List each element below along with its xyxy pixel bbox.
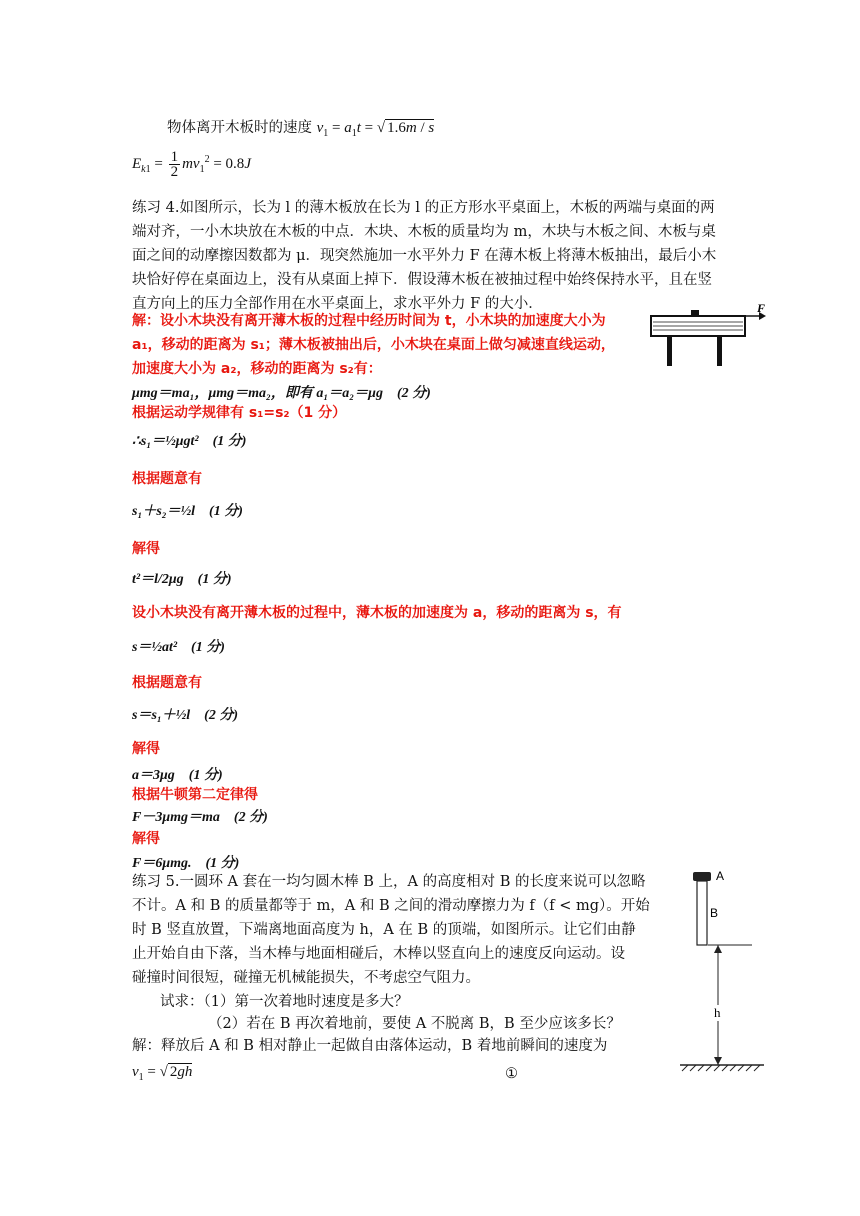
ex4-line-4: 块恰好停在桌面边上，没有从桌面上掉下．假设薄木板在被抽过程中始终保持水平，且在竖 — [132, 272, 712, 288]
velocity-formula: $v_1 = a_1t$ = √ 1.6m / s — [316, 120, 435, 139]
ex5-line-4: 止开始自由下落，当木棒与地面相碰后，木棒以竖直向上的速度反向运动。设 — [132, 946, 625, 962]
ex4-line-5: 直方向上的压力全部作用在水平桌面上，求水平外力 F 的大小． — [132, 296, 543, 312]
eq-5: s＝½at² (1 分) — [132, 640, 225, 655]
ex5-answer: 解：释放后 A 和 B 相对静止一起做自由落体运动，B 着地前瞬间的速度为 — [132, 1038, 608, 1054]
ex5-line-1: 练习 5.一圆环 A 套在一均匀圆木棒 B 上，A 的高度相对 B 的长度来说可以忽略 — [132, 874, 646, 890]
ex4-line-2: 端对齐，一小木块放在木板的中点．木块、木板的质量均为 m，木块与木板之间、木板与桌 — [132, 224, 716, 240]
label-h: h — [714, 1005, 721, 1020]
eq-3: s₁＋s₂＝½l (1 分) — [132, 504, 243, 519]
rod-b — [697, 881, 707, 945]
sol-line-8: 根据题意有 — [132, 675, 202, 691]
sol-line-7: 设小木块没有离开薄木板的过程中，薄木板的加速度为 a，移动的距离为 s，有 — [132, 605, 622, 621]
table-leg-left — [667, 336, 672, 366]
eq-6: s＝s₁＋½l (2 分) — [132, 708, 238, 723]
ex5-line-3: 时 B 竖直放置，下端离地面高度为 h，A 在 B 的顶端，如图所示。让它们由静 — [132, 922, 636, 938]
ex5-question-1: 试求：（1）第一次着地时速度是多大？ — [160, 994, 409, 1010]
sol-line-6: 解得 — [132, 541, 160, 557]
sol-line-5: 根据题意有 — [132, 471, 202, 487]
ring-rod-figure — [672, 865, 772, 1085]
sol-line-1: 解：设小木块没有离开薄木板的过程中经历时间为 t，小木块的加速度大小为 — [132, 313, 606, 329]
sol-line-4: 根据运动学规律有 s₁=s₂（1 分） — [132, 405, 347, 421]
height-arrow-up — [714, 945, 722, 953]
height-arrow-down — [714, 1057, 722, 1065]
ex4-line-1: 练习 4.如图所示，长为 l 的薄木板放在长为 l 的正方形水平桌面上，木板的两端与桌面的两 — [132, 200, 715, 216]
eq-4: t²＝l/2μg (1 分) — [132, 572, 232, 587]
ex5-line-2: 不计。A 和 B 的质量都等于 m，A 和 B 之间的滑动摩擦力为 f（f < mg）。开始 — [132, 898, 650, 914]
ex4-line-3: 面之间的动摩擦因数都为 μ．现突然施加一水平外力 F 在薄木板上将薄木板抽出，最后小木 — [132, 248, 717, 264]
sol-line-10: 根据牛顿第二定律得 — [132, 787, 258, 803]
board-table-figure — [645, 302, 775, 372]
eq-8: F－3μmg＝ma (2 分) — [132, 810, 268, 825]
ex5-equation: $v_1$ = √ 2gh — [132, 1064, 193, 1083]
label-b: B — [710, 906, 719, 920]
label-a: A — [716, 869, 725, 883]
velocity-prefix: 物体离开木板时的速度 — [167, 120, 312, 136]
equation-number: ① — [505, 1066, 518, 1082]
eq-9: F＝6μmg. (1 分) — [132, 856, 240, 871]
ex5-line-5: 碰撞时间很短，碰撞无机械能损失，不考虑空气阻力。 — [132, 970, 480, 986]
sol-line-11: 解得 — [132, 831, 160, 847]
energy-formula: $E_{k1}$ = $\frac{1}{2}$ $mv_1^2 = 0.8J$ — [132, 149, 251, 180]
sol-line-2: a₁，移动的距离为 s₁；薄木板被抽出后，小木块在桌面上做匀减速直线运动， — [132, 337, 615, 353]
table-leg-right — [717, 336, 722, 366]
eq-7: a＝3μg (1 分) — [132, 768, 223, 783]
force-label: F — [757, 302, 766, 315]
sol-line-3: 加速度大小为 a₂，移动的距离为 s₂有： — [132, 361, 382, 377]
eq-1: μmg＝ma₁，μmg＝ma₂，即有 a₁＝a₂＝μg (2 分) — [132, 386, 431, 401]
ground-hatch — [682, 1065, 760, 1071]
ring-a — [693, 872, 711, 881]
eq-2: ∴s₁＝½μgt² (1 分) — [132, 434, 247, 449]
velocity-line — [167, 116, 434, 146]
sol-line-9: 解得 — [132, 741, 160, 757]
ex5-question-2: （2）若在 B 再次着地前，要使 A 不脱离 B，B 至少应该多长？ — [208, 1016, 621, 1032]
